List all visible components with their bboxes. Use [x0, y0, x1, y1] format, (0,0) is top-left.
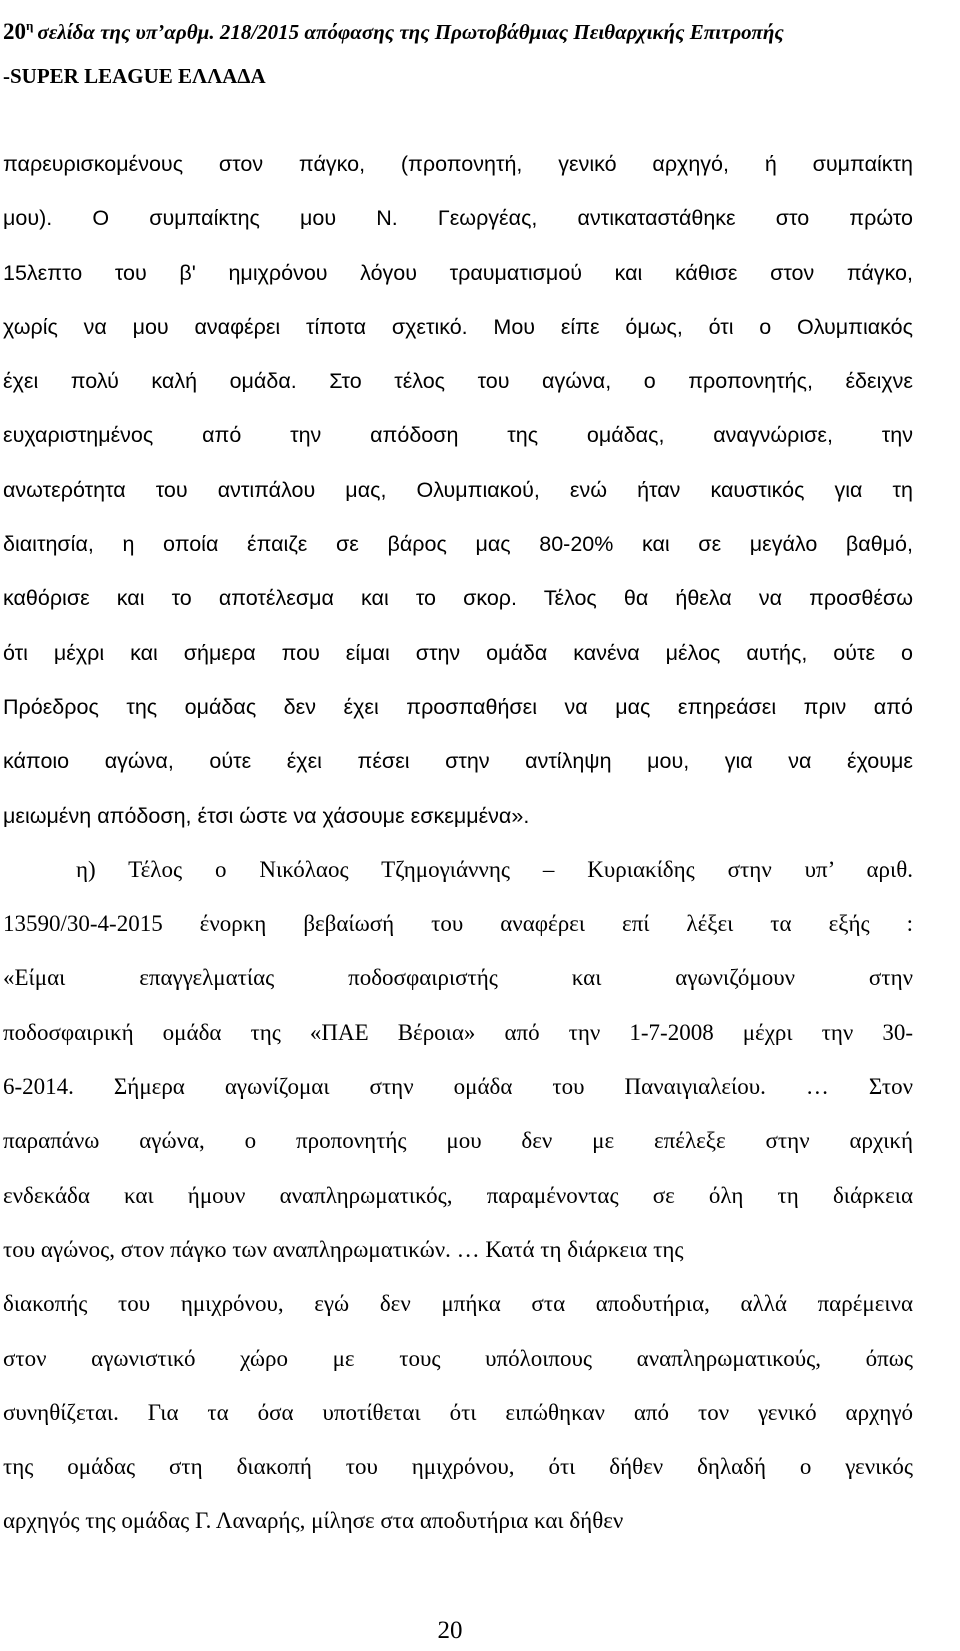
text-line: του αγώνος, στον πάγκο των αναπληρωματικών. … Κατά τη διάρκεια της: [3, 1236, 684, 1262]
text-line: «Είμαι επαγγελματίας ποδοσφαιριστής και αγωνιζόμουν στην: [3, 965, 913, 991]
header-page-number: 20: [3, 19, 26, 44]
text-line: Πρόεδρος της ομάδας δεν έχει προσπαθήσει να μας επηρεάσει πριν από: [3, 694, 913, 719]
text-line: κάποιο αγώνα, ούτε έχει πέσει στην αντίληψη μου, για να έχουμε: [3, 749, 913, 774]
text-line: ποδοσφαιρική ομάδα της «ΠΑΕ Βέροια» από την 1-7-2008 μέχρι την 30-: [3, 1019, 913, 1045]
text-line: η) Τέλος ο Νικόλαος Τζημογιάννης – Κυριακίδης στην υπ’ αριθ.: [76, 856, 913, 882]
text-line: ανωτερότητα του αντιπάλου μας, Ολυμπιακού, ενώ ήταν καυστικός για τη: [3, 477, 913, 502]
text-line: μου). Ο συμπαίκτης μου Ν. Γεωργέας, αντικαταστάθηκε στο πρώτο: [3, 206, 913, 231]
page-header: [3, 4, 953, 98]
text-line: καθόρισε και το αποτέλεσμα και το σκορ. Τέλος θα ήθελα να προσθέσω: [3, 586, 913, 611]
text-line: παρευρισκομένους στον πάγκο, (προπονητή, γενικό αρχηγό, ή συμπαίκτη: [3, 152, 913, 176]
document-body: [3, 137, 913, 1549]
text-line: ότι μέχρι και σήμερα που είμαι στην ομάδα κανένα μέλος αυτής, ούτε ο: [3, 640, 913, 665]
text-line: συνηθίζεται. Για τα όσα υποτίθεται ότι ειπώθηκαν από τον γενικό αρχηγό: [3, 1399, 913, 1425]
text-line: ευχαριστημένος από την απόδοση της ομάδας, αναγνώρισε, την: [3, 423, 913, 448]
text-line: διαιτησία, η οποία έπαιζε σε βάρος μας 80-20% και σε μεγάλο βαθμό,: [3, 532, 913, 557]
text-line: 6-2014. Σήμερα αγωνίζομαι στην ομάδα του Παναιγιαλείου. … Στον: [3, 1074, 913, 1100]
text-line: ενδεκάδα και ήμουν αναπληρωματικός, παραμένοντας σε όλη τη διάρκεια: [3, 1182, 913, 1208]
text-line: χωρίς να μου αναφέρει τίποτα σχετικό. Μου είπε όμως, ότι ο Ολυμπιακός: [3, 314, 913, 339]
text-line: 13590/30-4-2015 ένορκη βεβαίωσή του αναφέρει επί λέξει τα εξής :: [3, 911, 913, 937]
page-footer-number: 20: [437, 1617, 463, 1644]
text-line: της ομάδας στη διακοπή του ημιχρόνου, ότι δήθεν δηλαδή ο γενικός: [3, 1454, 913, 1480]
text-line: στον αγωνιστικό χώρο με τους υπόλοιπους αναπληρωματικούς, όπως: [3, 1345, 913, 1371]
header-subtitle: -SUPER LEAGUE ΕΛΛΑΔΑ: [3, 64, 266, 88]
header-page-superscript: η: [26, 18, 34, 33]
text-line: αρχηγός της ομάδας Γ. Λαναρής, μίλησε στα αποδυτήρια και δήθεν: [3, 1508, 624, 1534]
text-line: διακοπής του ημιχρόνου, εγώ δεν μπήκα στα αποδυτήρια, αλλά παρέμεινα: [3, 1291, 913, 1317]
text-line: μειωμένη απόδοση, έτσι ώστε να χάσουμε εσκεμμένα».: [3, 803, 530, 828]
text-line: έχει πολύ καλή ομάδα. Στο τέλος του αγώνα, ο προπονητής, έδειχνε: [3, 369, 913, 394]
text-line: παραπάνω αγώνα, ο προπονητής μου δεν με επέλεξε στην αρχική: [3, 1128, 913, 1154]
header-title: σελίδα της υπ’αρθμ. 218/2015 απόφασης της Πρωτοβάθμιας Πειθαρχικής Επιτροπής: [37, 20, 784, 44]
text-line: 15λεπτο του β' ημιχρόνου λόγου τραυματισμού και κάθισε στον πάγκο,: [3, 260, 913, 285]
